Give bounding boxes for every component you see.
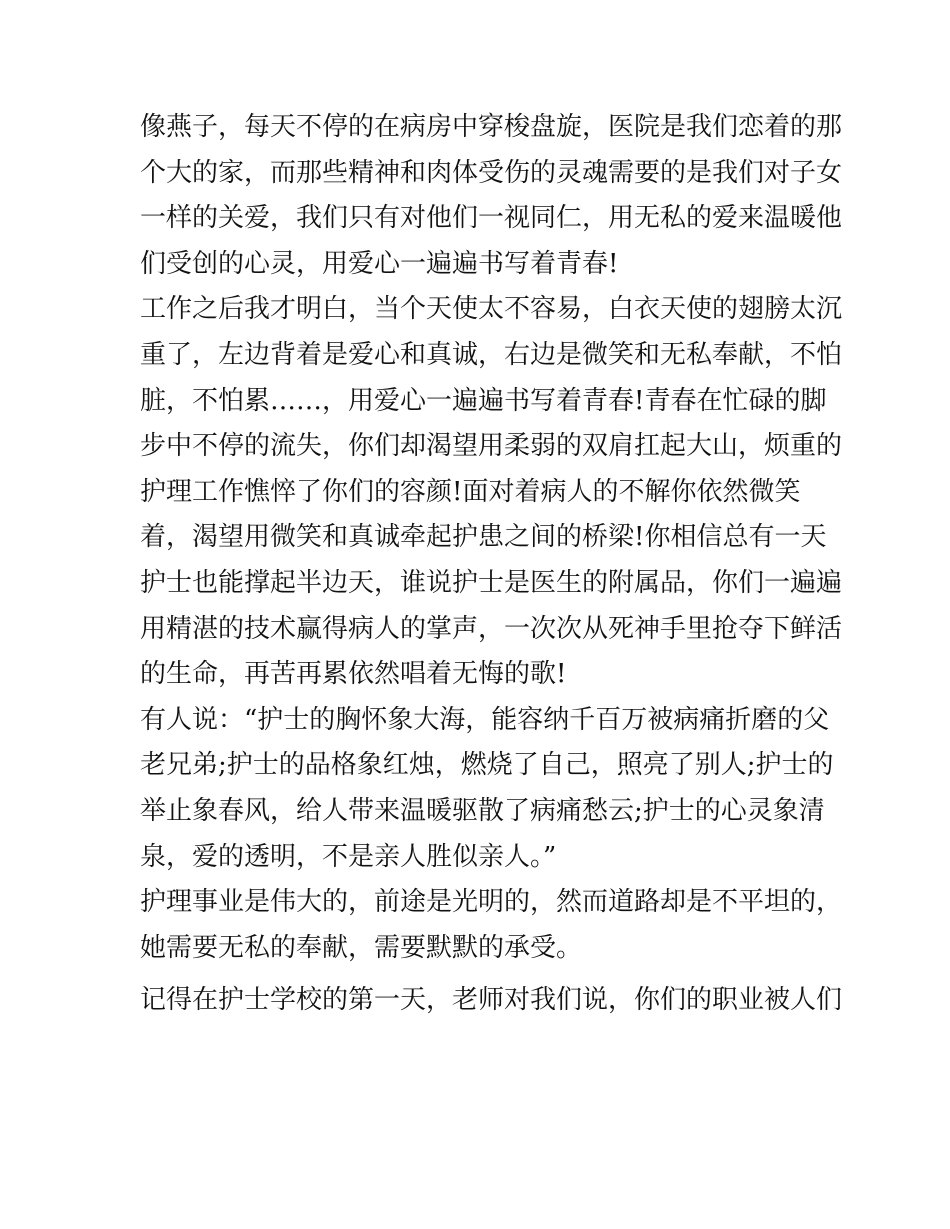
text-line: 脏，不怕累……，用爱心一遍遍书写着青春!青春在忙碌的脚 <box>140 385 827 416</box>
text-line: 护士也能撑起半边天，谁说护士是医生的附属品，你们一遍遍 <box>140 567 843 598</box>
text-line: 护理工作憔悴了你们的容颜!面对着病人的不解你依然微笑 <box>140 476 801 507</box>
text-line: 有人说：“护士的胸怀象大海，能容纳千百万被病痛折磨的父 <box>140 704 830 735</box>
text-line: 护理事业是伟大的，前途是光明的，然而道路却是不平坦的， <box>140 887 843 918</box>
text-line: 像燕子，每天不停的在病房中穿梭盘旋，医院是我们恋着的那 <box>140 112 843 142</box>
text-line: 的生命，再苦再累依然唱着无悔的歌! <box>140 659 567 690</box>
text-line: 泉，爱的透明，不是亲人胜似亲人。” <box>140 841 557 872</box>
paragraph-gap <box>140 971 820 978</box>
text-line: 记得在护士学校的第一天，老师对我们说，你们的职业被人们 <box>140 985 843 1016</box>
text-line: 个大的家，而那些精神和肉体受伤的灵魂需要的是我们对子女 <box>140 157 843 188</box>
text-line: 她需要无私的奉献，需要默默的承受。 <box>140 932 583 963</box>
text-line: 工作之后我才明白，当个天使太不容易，白衣天使的翅膀太沉 <box>140 294 843 325</box>
text-line: 着，渴望用微笑和真诚牵起护患之间的桥梁!你相信总有一天 <box>140 522 827 553</box>
text-line: 老兄弟;护士的品格象红烛，燃烧了自己，照亮了别人;护士的 <box>140 750 834 781</box>
text-line: 重了，左边背着是爱心和真诚，右边是微笑和无私奉献，不怕 <box>140 339 843 370</box>
text-line: 举止象春风，给人带来温暖驱散了病痛愁云;护士的心灵象清 <box>140 795 825 826</box>
text-line: 一样的关爱，我们只有对他们一视同仁，用无私的爱来温暖他 <box>140 203 843 234</box>
body-text <box>140 105 843 1024</box>
text-line: 们受创的心灵，用爱心一遍遍书写着青春! <box>140 248 619 279</box>
text-line: 步中不停的流失，你们却渴望用柔弱的双肩扛起大山，烦重的 <box>140 431 843 462</box>
text-line: 用精湛的技术赢得病人的掌声，一次次从死神手里抢夺下鲜活 <box>140 613 843 644</box>
